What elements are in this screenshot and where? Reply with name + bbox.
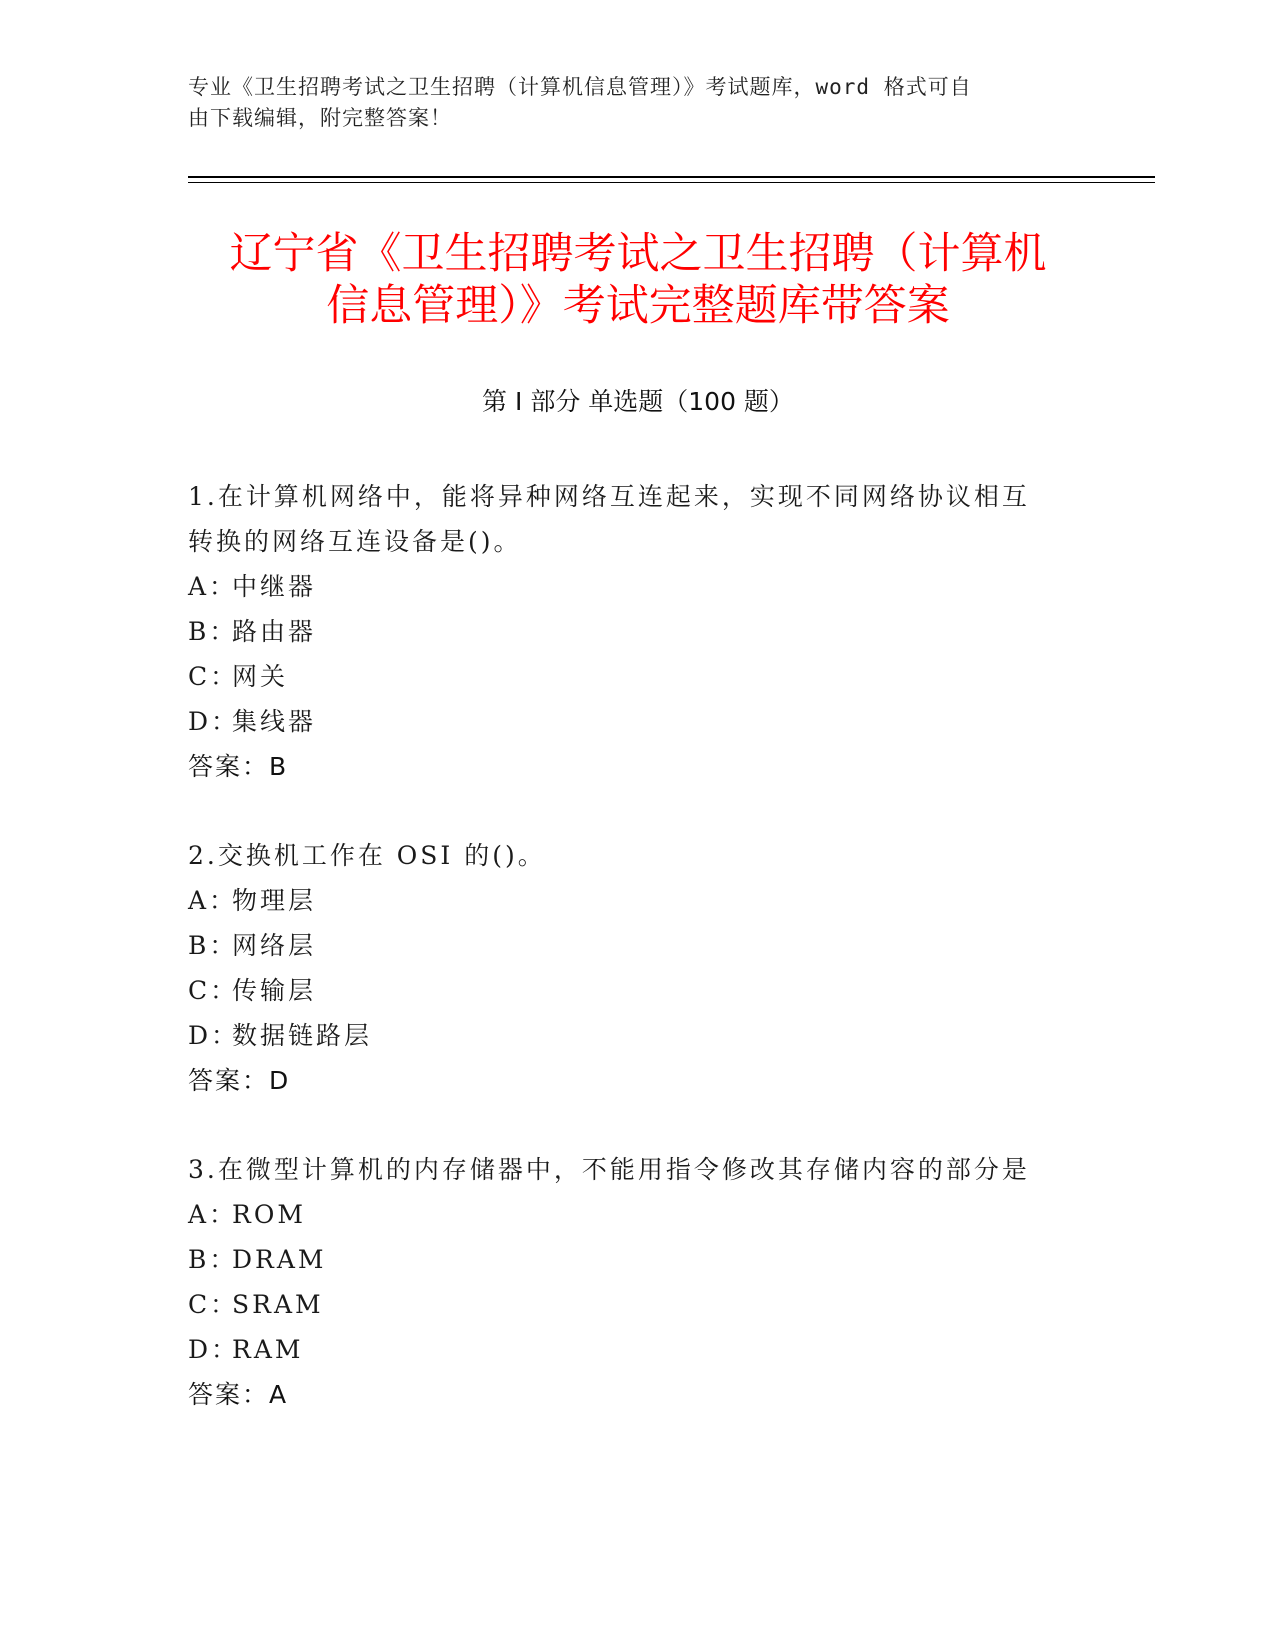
option-letter: D： (188, 1021, 240, 1050)
option-a (188, 1192, 1088, 1237)
option-a (188, 878, 1088, 923)
header-note-line-2: 由下载编辑，附完整答案！ (188, 106, 452, 130)
option-letter: C： (188, 976, 239, 1005)
option-text: 网关 (232, 662, 289, 691)
option-letter: D： (188, 707, 240, 736)
question-2 (188, 833, 1088, 1103)
option-c (188, 968, 1088, 1013)
option-b (188, 609, 1088, 654)
option-text: 物理层 (232, 886, 317, 915)
option-text: 传输层 (232, 976, 317, 1005)
header-note (188, 72, 1088, 134)
option-d (188, 699, 1088, 744)
option-c (188, 654, 1088, 699)
header-rule-thin (188, 182, 1155, 183)
option-text: SRAM (232, 1290, 324, 1319)
document-title (188, 228, 1088, 332)
document-title-line-2: 信息管理）》考试完整题库带答案 (326, 281, 950, 331)
header-rule-thick (188, 176, 1155, 178)
option-c (188, 1282, 1088, 1327)
option-text: RAM (232, 1335, 304, 1364)
question-stem: 1.在计算机网络中，能将异种网络互连起来，实现不同网络协议相互 (188, 482, 1030, 511)
option-d (188, 1327, 1088, 1372)
option-b (188, 923, 1088, 968)
option-text: 中继器 (232, 572, 317, 601)
option-text: 路由器 (232, 617, 317, 646)
document-title-line-1: 辽宁省《卫生招聘考试之卫生招聘（计算机 (229, 229, 1047, 279)
question-stem-continued: 转换的网络互连设备是()。 (188, 527, 522, 556)
option-letter: D： (188, 1335, 240, 1364)
question-stem: 2.交换机工作在 OSI 的()。 (188, 841, 546, 870)
option-letter: B： (188, 617, 238, 646)
option-text: DRAM (232, 1245, 327, 1274)
option-letter: A： (188, 1200, 238, 1229)
option-letter: A： (188, 572, 238, 601)
answer-line: 答案：D (188, 1066, 291, 1095)
header-note-line-1: 专业《卫生招聘考试之卫生招聘（计算机信息管理）》考试题库，word 格式可自 (188, 75, 972, 99)
option-text: 网络层 (232, 931, 317, 960)
option-text: 数据链路层 (232, 1021, 373, 1050)
option-d (188, 1013, 1088, 1058)
question-stem: 3.在微型计算机的内存储器中，不能用指令修改其存储内容的部分是 (188, 1155, 1030, 1184)
option-b (188, 1237, 1088, 1282)
option-letter: B： (188, 931, 238, 960)
option-text: ROM (232, 1200, 306, 1229)
option-letter: C： (188, 662, 239, 691)
option-letter: A： (188, 886, 238, 915)
option-a (188, 564, 1088, 609)
option-letter: B： (188, 1245, 238, 1274)
question-list (188, 474, 1088, 1461)
section-title: 第 I 部分 单选题（100 题） (482, 387, 794, 416)
question-1 (188, 474, 1088, 789)
answer-line: 答案：B (188, 752, 289, 781)
option-letter: C： (188, 1290, 239, 1319)
answer-line: 答案：A (188, 1380, 289, 1409)
question-3 (188, 1147, 1088, 1417)
option-text: 集线器 (232, 707, 317, 736)
